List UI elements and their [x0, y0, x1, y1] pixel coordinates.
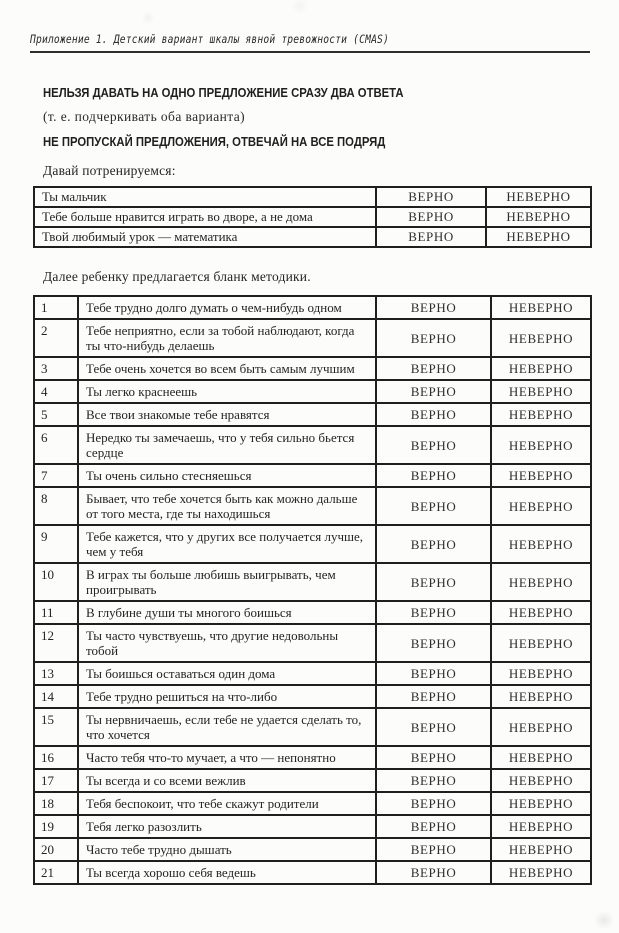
item-number: 12: [34, 624, 78, 662]
item-number: 7: [34, 464, 78, 487]
questionnaire-row: [34, 662, 591, 685]
item-number: 11: [34, 601, 78, 624]
item-number: 16: [34, 746, 78, 769]
practice-row: [34, 207, 591, 227]
answer-true-option[interactable]: ВЕРНО: [376, 662, 491, 685]
item-statement: Ты часто чувствуешь, что другие недовольны тобой: [78, 624, 376, 662]
answer-true-option[interactable]: ВЕРНО: [376, 487, 491, 525]
answer-false-option[interactable]: НЕВЕРНО: [491, 662, 591, 685]
item-number: 18: [34, 792, 78, 815]
answer-true-option[interactable]: ВЕРНО: [376, 601, 491, 624]
answer-true-option[interactable]: ВЕРНО: [376, 563, 491, 601]
answer-false-option[interactable]: НЕВЕРНО: [491, 487, 591, 525]
questionnaire-row: [34, 296, 591, 319]
item-statement: Ты всегда и со всеми вежлив: [78, 769, 376, 792]
item-number: 15: [34, 708, 78, 746]
questionnaire-row: [34, 708, 591, 746]
questionnaire-row: [34, 792, 591, 815]
answer-true-option[interactable]: ВЕРНО: [376, 685, 491, 708]
practice-table: [33, 186, 592, 248]
answer-true-option[interactable]: ВЕРНО: [376, 746, 491, 769]
instruction-line-3: НЕ ПРОПУСКАЙ ПРЕДЛОЖЕНИЯ, ОТВЕЧАЙ НА ВСЕ ПОДРЯД: [43, 134, 386, 149]
answer-true-option[interactable]: ВЕРНО: [376, 187, 486, 207]
answer-false-option[interactable]: НЕВЕРНО: [491, 563, 591, 601]
practice-row: [34, 187, 591, 207]
answer-true-option[interactable]: ВЕРНО: [376, 357, 491, 380]
item-statement: В глубине души ты многого боишься: [78, 601, 376, 624]
answer-false-option[interactable]: НЕВЕРНО: [486, 207, 591, 227]
answer-false-option[interactable]: НЕВЕРНО: [491, 746, 591, 769]
questionnaire-row: [34, 861, 591, 884]
practice-intro: Давай потренируемся:: [43, 163, 176, 178]
item-number: 8: [34, 487, 78, 525]
item-number: 3: [34, 357, 78, 380]
answer-false-option[interactable]: НЕВЕРНО: [491, 792, 591, 815]
answer-true-option[interactable]: ВЕРНО: [376, 708, 491, 746]
item-statement: Нередко ты замечаешь, что у тебя сильно бьется сердце: [78, 426, 376, 464]
item-statement: Ты всегда хорошо себя ведешь: [78, 861, 376, 884]
answer-true-option[interactable]: ВЕРНО: [376, 319, 491, 357]
item-number: 17: [34, 769, 78, 792]
practice-statement: Тебе больше нравится играть во дворе, а не дома: [34, 207, 376, 227]
answer-false-option[interactable]: НЕВЕРНО: [486, 187, 591, 207]
item-number: 10: [34, 563, 78, 601]
answer-false-option[interactable]: НЕВЕРНО: [491, 525, 591, 563]
instruction-line-2: (т. е. подчеркивать оба варианта): [43, 109, 246, 124]
answer-true-option[interactable]: ВЕРНО: [376, 861, 491, 884]
questionnaire-row: [34, 838, 591, 861]
item-statement: Часто тебе трудно дышать: [78, 838, 376, 861]
questionnaire-row: [34, 525, 591, 563]
item-statement: Часто тебя что-то мучает, а что — непонятно: [78, 746, 376, 769]
questionnaire-row: [34, 319, 591, 357]
answer-false-option[interactable]: НЕВЕРНО: [491, 296, 591, 319]
questionnaire-row: [34, 769, 591, 792]
answer-false-option[interactable]: НЕВЕРНО: [491, 380, 591, 403]
answer-true-option[interactable]: ВЕРНО: [376, 227, 486, 247]
answer-false-option[interactable]: НЕВЕРНО: [491, 426, 591, 464]
item-statement: Все твои знакомые тебе нравятся: [78, 403, 376, 426]
practice-statement: Ты мальчик: [34, 187, 376, 207]
answer-false-option[interactable]: НЕВЕРНО: [491, 464, 591, 487]
item-number: 5: [34, 403, 78, 426]
item-number: 4: [34, 380, 78, 403]
page-title-text: Приложение 1. Детский вариант шкалы явной тревожности (CMAS): [30, 32, 390, 46]
questionnaire-row: [34, 685, 591, 708]
item-number: 2: [34, 319, 78, 357]
item-statement: Тебе трудно долго думать о чем-нибудь одном: [78, 296, 376, 319]
item-number: 14: [34, 685, 78, 708]
item-statement: Тебе неприятно, если за тобой наблюдают, когда ты что-нибудь делаешь: [78, 319, 376, 357]
page-title: [30, 30, 590, 53]
questionnaire-row: [34, 563, 591, 601]
answer-true-option[interactable]: ВЕРНО: [376, 426, 491, 464]
questionnaire-row: [34, 357, 591, 380]
item-statement: Тебе очень хочется во всем быть самым лучшим: [78, 357, 376, 380]
answer-true-option[interactable]: ВЕРНО: [376, 769, 491, 792]
item-statement: Ты боишься оставаться один дома: [78, 662, 376, 685]
questionnaire-row: [34, 815, 591, 838]
item-statement: Тебя беспокоит, что тебе скажут родители: [78, 792, 376, 815]
answer-true-option[interactable]: ВЕРНО: [376, 296, 491, 319]
questionnaire-row: [34, 403, 591, 426]
answer-true-option[interactable]: ВЕРНО: [376, 525, 491, 563]
answer-false-option[interactable]: НЕВЕРНО: [491, 769, 591, 792]
answer-false-option[interactable]: НЕВЕРНО: [491, 815, 591, 838]
item-number: 13: [34, 662, 78, 685]
item-statement: Тебя легко разозлить: [78, 815, 376, 838]
answer-true-option[interactable]: ВЕРНО: [376, 838, 491, 861]
questionnaire-row: [34, 380, 591, 403]
item-statement: Ты легко краснеешь: [78, 380, 376, 403]
practice-statement: Твой любимый урок — математика: [34, 227, 376, 247]
answer-false-option[interactable]: НЕВЕРНО: [491, 624, 591, 662]
questionnaire-table: [33, 295, 592, 885]
answer-false-option[interactable]: НЕВЕРНО: [491, 838, 591, 861]
answer-true-option[interactable]: ВЕРНО: [376, 624, 491, 662]
answer-true-option[interactable]: ВЕРНО: [376, 464, 491, 487]
answer-false-option[interactable]: НЕВЕРНО: [491, 319, 591, 357]
main-intro: Далее ребенку предлагается бланк методики.: [43, 269, 311, 284]
answer-true-option[interactable]: ВЕРНО: [376, 792, 491, 815]
item-number: 20: [34, 838, 78, 861]
item-statement: Тебе трудно решиться на что-либо: [78, 685, 376, 708]
answer-false-option[interactable]: НЕВЕРНО: [491, 403, 591, 426]
answer-false-option[interactable]: НЕВЕРНО: [491, 601, 591, 624]
answer-false-option[interactable]: НЕВЕРНО: [491, 708, 591, 746]
item-statement: Ты очень сильно стесняешься: [78, 464, 376, 487]
item-number: 9: [34, 525, 78, 563]
instruction-line-1: НЕЛЬЗЯ ДАВАТЬ НА ОДНО ПРЕДЛОЖЕНИЕ СРАЗУ ДВА ОТВЕТА: [43, 85, 404, 100]
item-number: 21: [34, 861, 78, 884]
answer-true-option[interactable]: ВЕРНО: [376, 403, 491, 426]
answer-false-option[interactable]: НЕВЕРНО: [491, 357, 591, 380]
item-statement: Тебе кажется, что у других все получается лучше, чем у тебя: [78, 525, 376, 563]
answer-true-option[interactable]: ВЕРНО: [376, 207, 486, 227]
questionnaire-row: [34, 464, 591, 487]
item-number: 19: [34, 815, 78, 838]
instructions-block: [43, 85, 590, 149]
questionnaire-row: [34, 487, 591, 525]
answer-true-option[interactable]: ВЕРНО: [376, 380, 491, 403]
item-statement: Бывает, что тебе хочется быть как можно дальше от того места, где ты находишься: [78, 487, 376, 525]
item-statement: Ты нервничаешь, если тебе не удается сделать то, что хочется: [78, 708, 376, 746]
questionnaire-row: [34, 601, 591, 624]
practice-row: [34, 227, 591, 247]
answer-true-option[interactable]: ВЕРНО: [376, 815, 491, 838]
item-statement: В играх ты больше любишь выигрывать, чем проигрывать: [78, 563, 376, 601]
answer-false-option[interactable]: НЕВЕРНО: [491, 685, 591, 708]
questionnaire-row: [34, 624, 591, 662]
answer-false-option[interactable]: НЕВЕРНО: [486, 227, 591, 247]
questionnaire-row: [34, 426, 591, 464]
answer-false-option[interactable]: НЕВЕРНО: [491, 861, 591, 884]
questionnaire-row: [34, 746, 591, 769]
item-number: 6: [34, 426, 78, 464]
item-number: 1: [34, 296, 78, 319]
